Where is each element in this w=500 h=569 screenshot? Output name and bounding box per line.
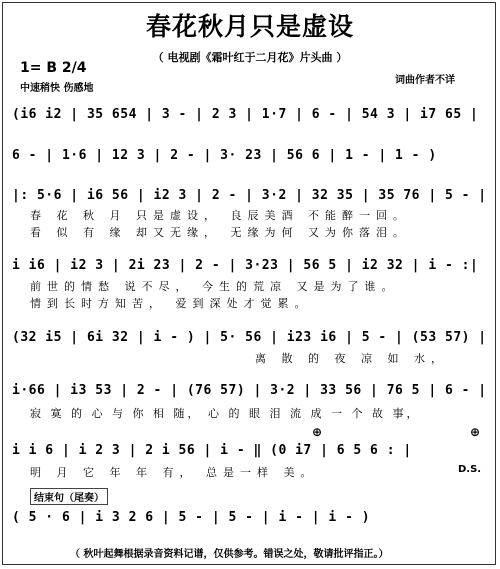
tempo-marking: 中速稍快 伤感地 (20, 83, 94, 94)
coda-mark-icon: ⊕ (470, 425, 481, 439)
notation-row-6: i·66 | i3 53 | 2 - | (76 57) | 3·2 | 33 56 | 76 5 | 6 - | (12, 383, 487, 398)
lyrics-verse1-line1: 春 花 秋 月 只是虚设， 良辰美酒 不能醉一回。 (30, 209, 410, 222)
lyrics-verse1-line2: 看 似 有 缘 却又无缘， 无缘为何 又为你落泪。 (30, 226, 410, 239)
footnote: （ 秋叶起舞根据录音资料记谱，仅供参考。错误之处，敬请批评指正。） (70, 549, 389, 560)
lyrics-verse2-line2: 情到长时方知苦， 爱到深处才觉累。 (30, 297, 312, 310)
lyrics-bridge: 离 散 的 夜 凉 如 水， (255, 352, 448, 365)
lyrics-verse2-line1: 前世的情愁 说不尽， 今生的荒凉 又是为了谁。 (30, 280, 399, 293)
lyrics-chorus: 寂 寞 的 心 与 你 相 随， 心 的 眼 泪 流 成 一 个 故 事， (30, 407, 421, 420)
notation-row-5: (32 i5 | 6i 32 | i - ) | 5· 56 | i23 i6 | 5 - | (53 57) | (12, 330, 487, 345)
key-signature: 1= B 2/4 (20, 60, 87, 76)
notation-row-4: i i6 | i2 3 | 2i 23 | 2 - | 3·23 | 56 5 | i2 32 | i - :| (12, 258, 479, 273)
dal-segno: D.S. (458, 464, 482, 475)
ending-label: 结束句（尾奏） (30, 488, 108, 505)
song-subtitle: （ 电视剧《霜叶红于二月花》片头曲 ） (152, 51, 348, 64)
notation-row-3: |: 5·6 | i6 56 | i2 3 | 2 - | 3·2 | 32 35 | 35 76 | 5 - | (12, 188, 487, 203)
credits: 词曲作者不详 (395, 75, 455, 86)
lyrics-ending: 明 月 它 年 年 有， 总是一样 美。 (30, 466, 318, 479)
song-title: 春花秋月只是虚设 (145, 12, 354, 41)
notation-row-2: 6 - | 1·6 | 12 3 | 2 - | 3· 23 | 56 6 | 1 - | 1 - ) (12, 148, 437, 163)
notation-row-1: (i6 i2 | 35 654 | 3 - | 2 3 | 1·7 | 6 - | 54 3 | i7 65 | (12, 107, 479, 122)
coda-mark-icon: ⊕ (312, 425, 323, 439)
notation-row-7: i i 6 | i 2 3 | 2 i 56 | i - ‖ (0 i7 | 6 5 6 : | (12, 443, 412, 458)
notation-row-ending: ( 5 · 6 | i 3 2 6 | 5 - | 5 - | i - | i - ) (12, 510, 371, 525)
